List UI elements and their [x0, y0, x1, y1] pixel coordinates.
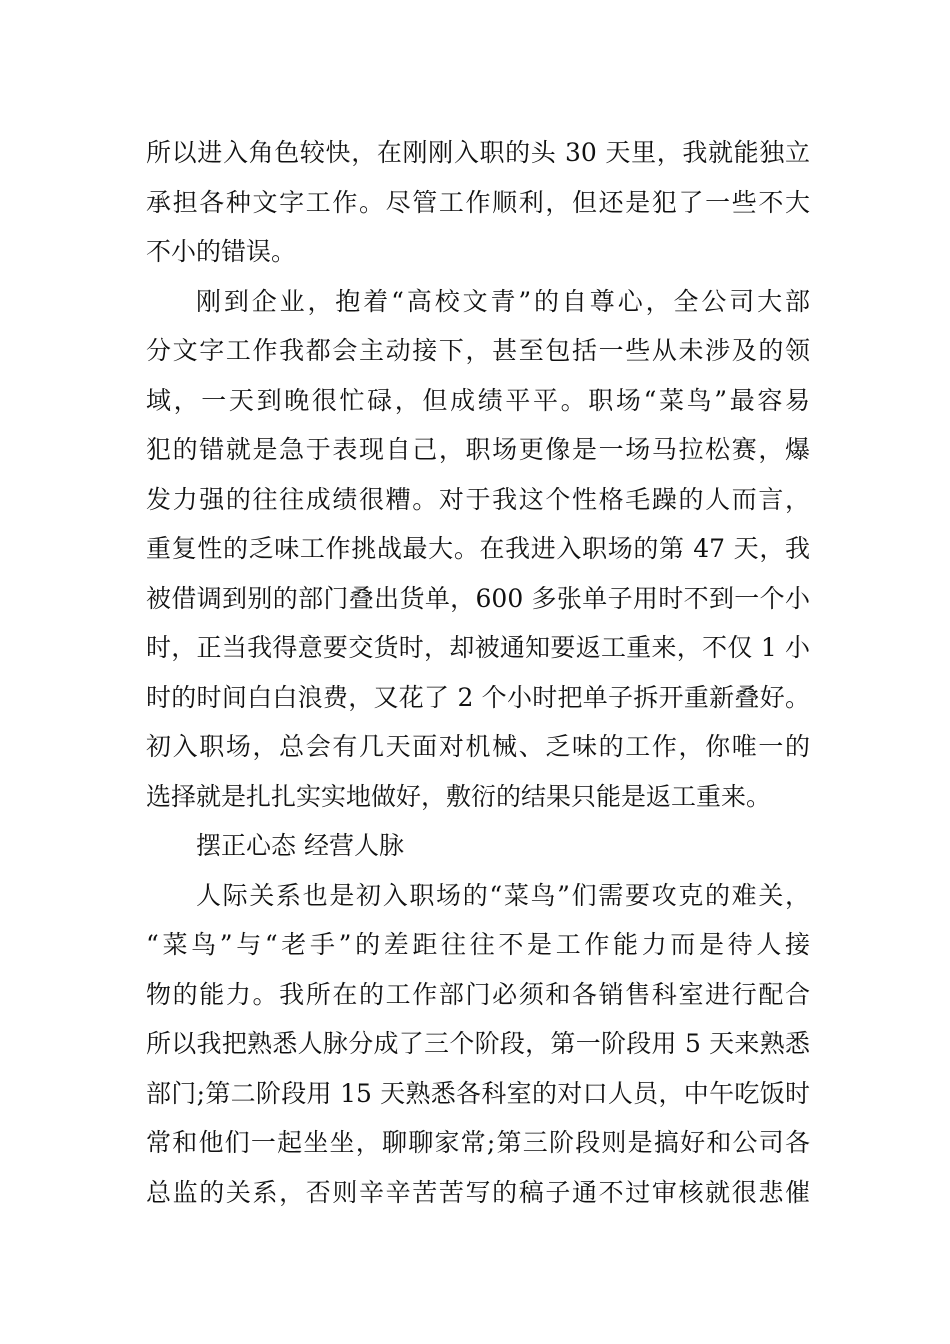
text-line: 发力强的往往成绩很糟。对于我这个性格毛躁的人而言， [146, 484, 810, 514]
text-line: 物的能力。我所在的工作部门必须和各销售科室进行配合 [146, 979, 810, 1009]
text-line: 初入职场，总会有几天面对机械、乏味的工作，你唯一的 [146, 732, 810, 761]
text-line: 时的时间白白浪费，又花了 2 个小时把单子拆开重新叠好。 [146, 682, 810, 712]
body-text [146, 128, 810, 1217]
section-heading: 摆正心态 经营人脉 [196, 831, 404, 860]
text-line: 时，正当我得意要交货时，却被通知要返工重来，不仅 1 小 [146, 633, 810, 662]
text-line: 重复性的乏味工作挑战最大。在我进入职场的第 47 天，我 [146, 534, 810, 563]
text-line: 总监的关系，否则辛辛苦苦写的稿子通不过审核就很悲催 [146, 1177, 810, 1207]
paragraph-first-line: 人际关系也是初入职场的“菜鸟”们需要攻克的难关， [196, 880, 810, 910]
text-line: 犯的错就是急于表现自己，职场更像是一场马拉松赛，爆 [146, 435, 810, 464]
text-line: 常和他们一起坐坐，聊聊家常;第三阶段则是搞好和公司各 [146, 1128, 810, 1157]
paragraph-first-line: 刚到企业，抱着“高校文青”的自尊心，全公司大部 [196, 286, 810, 316]
text-line: 所以进入角色较快，在刚刚入职的头 30 天里，我就能独立 [146, 138, 810, 167]
text-line: 不小的错误。 [146, 237, 297, 266]
text-line: 所以我把熟悉人脉分成了三个阶段，第一阶段用 5 天来熟悉 [146, 1029, 810, 1058]
text-line: 被借调到别的部门叠出货单，600 多张单子用时不到一个小 [146, 583, 810, 613]
text-line: 承担各种文字工作。尽管工作顺利，但还是犯了一些不大 [146, 187, 810, 217]
text-line: 选择就是扎扎实实地做好，敷衍的结果只能是返工重来。 [146, 781, 772, 811]
text-line: 分文字工作我都会主动接下，甚至包括一些从未涉及的领 [146, 336, 810, 365]
text-line: “菜鸟”与“老手”的差距往往不是工作能力而是待人接 [146, 930, 810, 959]
text-line: 部门;第二阶段用 15 天熟悉各科室的对口人员，中午吃饭时 [146, 1078, 810, 1108]
text-line: 域，一天到晚很忙碌，但成绩平平。职场“菜鸟”最容易 [146, 385, 810, 415]
